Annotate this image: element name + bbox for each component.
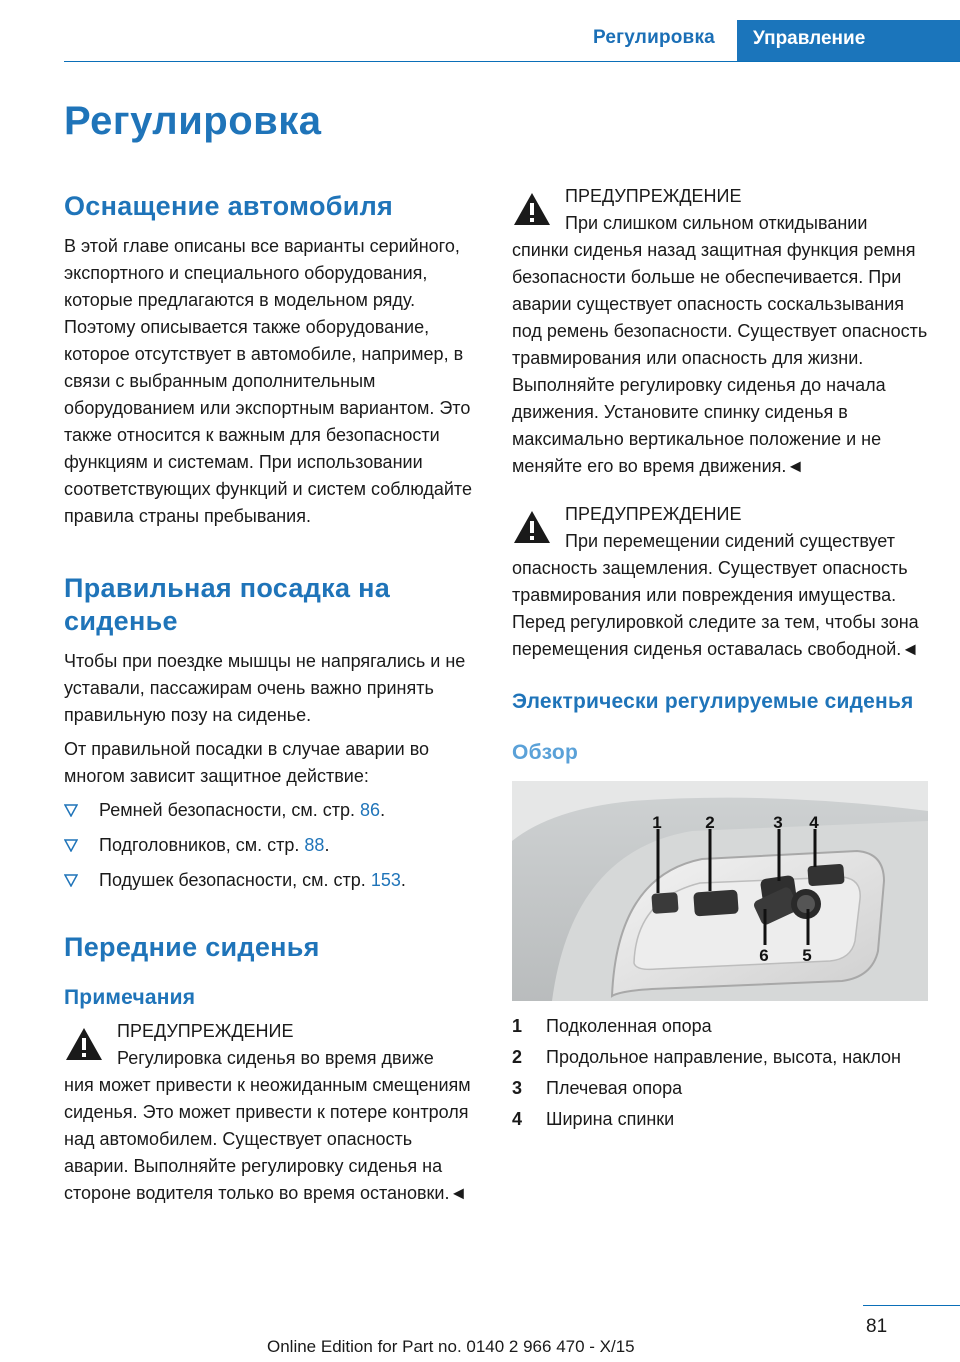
figure-label: 4: [809, 813, 819, 832]
overview-heading: Обзор: [512, 741, 579, 764]
list-item-text: Ремней безопасности, см. стр.: [99, 800, 361, 820]
page-link[interactable]: 88: [304, 835, 325, 855]
list-item: [64, 832, 476, 859]
footer-edition: Online Edition for Part no. 0140 2 966 470 - X/15: [267, 1337, 635, 1356]
list-item: [64, 797, 476, 824]
page-title: Регулировка: [64, 99, 322, 143]
list-item-text: Подушек безопасности, см. стр.: [99, 870, 371, 890]
header-chapter-tab: Управление: [737, 20, 960, 62]
legend-item: [512, 1013, 928, 1040]
equipment-heading: Оснащение автомобиля: [64, 191, 394, 221]
notes-heading: Примечания: [64, 986, 196, 1009]
list-bullet-icon: [64, 874, 78, 887]
front-seats-heading: Передние сиденья: [64, 932, 320, 962]
figure-label: 2: [705, 813, 715, 832]
footer-rule: [863, 1305, 960, 1306]
posture-text-2: От правильной посадки в случае аварии во многом зависит защитное действие:: [64, 739, 430, 786]
list-item-end: .: [400, 870, 406, 890]
figure-label: 1: [652, 813, 662, 832]
warning-block: [512, 501, 928, 663]
equipment-text: В этой главе описаны все варианты серийного, экспортного и специального оборудования, которые предлагаются в модельном ряду. Поэтому описывается также оборудование, которое отсутствует в автомобиле, например, в связи с выбранным дополнительным оборудованием или экспортным вариантом. Это также относится к важным для безопасности функциям и системам. При использовании соответствующих функций и систем соблюдайте правила страны пребывания.: [64, 236, 472, 526]
page-number: 81: [866, 1316, 888, 1337]
header-section-label: Регулировка: [593, 27, 715, 48]
legend-number: 4: [512, 1109, 523, 1129]
warning-first-line: При слишком сильном откидывании: [565, 213, 868, 233]
seat-controls-figure: [512, 781, 928, 1001]
warning-first-line: При перемещении сидений существует: [565, 531, 895, 551]
list-item-end: .: [324, 835, 330, 855]
legend-text: Ширина спинки: [546, 1109, 675, 1129]
legend-number: 2: [512, 1047, 523, 1067]
posture-list: [64, 797, 476, 894]
legend-number: 1: [512, 1016, 523, 1036]
legend-text: Продольное направление, высота, наклон: [546, 1047, 901, 1067]
posture-text-1: Чтобы при поездке мышцы не напрягались и не уставали, пассажирам очень важно принять правильную позу на сиденье.: [64, 651, 466, 725]
list-bullet-icon: [64, 804, 78, 817]
page-link[interactable]: 86: [360, 800, 381, 820]
posture-heading: Правильная посадка на сиденье: [64, 573, 391, 636]
figure-label: 5: [802, 946, 812, 965]
left-column: [64, 190, 476, 1207]
figure-label: 3: [773, 813, 783, 832]
warning-label: ПРЕДУПРЕЖДЕНИЕ: [565, 504, 742, 524]
list-bullet-icon: [64, 839, 78, 852]
legend-item: [512, 1075, 928, 1102]
list-item: [64, 867, 476, 894]
warning-icon: [512, 191, 552, 227]
figure-legend: [512, 1013, 928, 1133]
warning-block: [64, 1018, 476, 1207]
warning-first-line: Регулировка сиденья во время движе: [117, 1048, 434, 1068]
warning-text: ния может привести к неожиданным смещениям сиденья. Это может привести к потере контроля над автомобилем. Существует опасность аварии. Выполняйте регулировку сиденья на стороне водителя только во время остановки.◄: [64, 1075, 471, 1203]
warning-label: ПРЕДУПРЕЖДЕНИЕ: [117, 1021, 294, 1041]
seat-controls-image: [512, 781, 928, 1001]
warning-text: спинки сиденья назад защитная функция ремня безопасности больше не обеспечивается. При аварии существует опасность соскальзывания под ремень безопасности. Существует опасность травмирования или опасность для жизни. Выполняйте регулировку сиденья до начала движения. Установите спинку сиденья в максимально вертикальное положение и не меняйте его во время движения.◄: [512, 240, 928, 476]
legend-text: Плечевая опора: [546, 1078, 683, 1098]
page-link[interactable]: 153: [370, 870, 401, 890]
warning-block: [512, 183, 928, 480]
warning-text: опасность защемления. Существует опасность травмирования или повреждения имущества. Перед регулировкой следите за тем, чтобы зона перемещения сиденья оставалась свободной.◄: [512, 558, 920, 659]
figure-label: 6: [759, 946, 769, 965]
legend-text: Подколенная опора: [546, 1016, 712, 1036]
header-rule: [64, 61, 960, 62]
warning-label: ПРЕДУПРЕЖДЕНИЕ: [565, 186, 742, 206]
right-column: [512, 183, 928, 1137]
warning-icon: [64, 1026, 104, 1062]
electric-seats-heading: Электрически регулируемые сиденья: [512, 690, 914, 713]
list-item-text: Подголовников, см. стр.: [99, 835, 305, 855]
legend-number: 3: [512, 1078, 523, 1098]
legend-item: [512, 1106, 928, 1133]
warning-icon: [512, 509, 552, 545]
legend-item: [512, 1044, 928, 1071]
list-item-end: .: [380, 800, 386, 820]
